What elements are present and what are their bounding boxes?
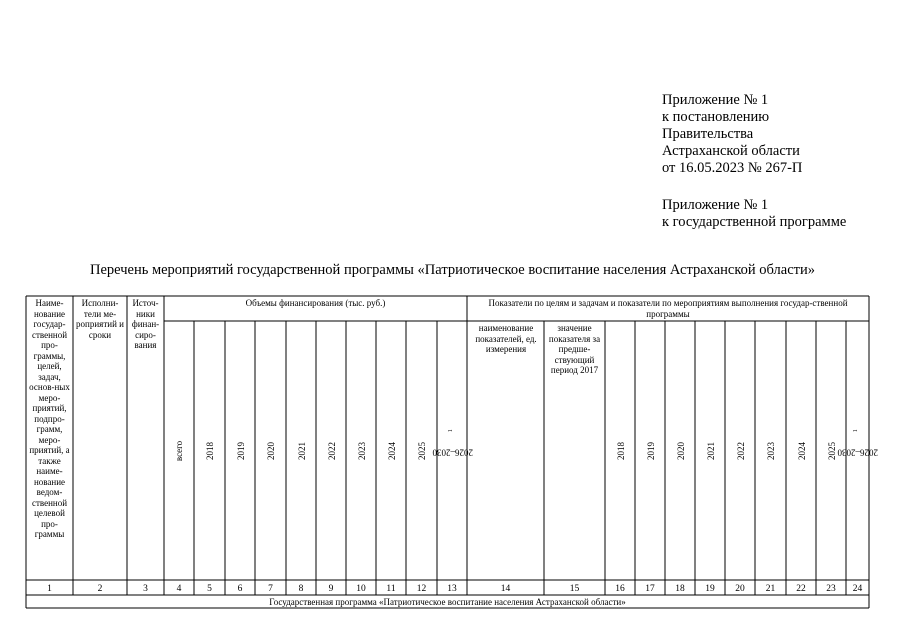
column-number: 21 <box>765 584 776 594</box>
footnote-mark: 1 <box>447 428 454 432</box>
funding-col-year: 2018 <box>205 441 215 460</box>
indicator-col-year: 2024 <box>796 441 807 460</box>
column-number: 3 <box>143 584 148 594</box>
funding-col-year: 2022 <box>326 441 337 460</box>
indicator-col-year: 2025 <box>826 441 837 460</box>
indicator-col-year: 2021 <box>705 441 716 460</box>
appendix-line: Астраханской области <box>662 143 800 159</box>
funding-col-total: всего <box>174 440 185 461</box>
funding-col-year: 2021 <box>296 441 307 460</box>
year-range-label: 2026–2030 <box>837 447 879 457</box>
funding-col-year: 2019 <box>235 441 246 460</box>
column-number: 22 <box>796 584 806 594</box>
document-title: Перечень мероприятий государственной программы «Патриотическое воспитание населения Астраханской области» <box>89 262 816 278</box>
appendix-line: от 16.05.2023 № 267-П <box>662 160 803 176</box>
column-number: 17 <box>645 584 655 594</box>
indicator-col-year <box>837 322 879 579</box>
header-executors: Исполни-тели ме-роприятий и сроки <box>76 298 124 340</box>
column-number: 10 <box>356 584 366 594</box>
column-number: 6 <box>237 584 243 594</box>
footnote-mark: 1 <box>853 428 859 432</box>
appendix-line: Приложение № 1 <box>662 197 769 213</box>
appendix-line: к постановлению <box>662 109 770 125</box>
column-number: 8 <box>298 584 304 594</box>
appendix-block-bottom <box>662 197 846 231</box>
appendix-block-top <box>662 92 802 177</box>
indicator-col-year: 2020 <box>675 441 686 460</box>
column-number: 1 <box>47 584 52 594</box>
indicator-col-year: 2018 <box>615 441 626 460</box>
column-number: 16 <box>615 584 625 594</box>
funding-col-year <box>432 322 473 579</box>
column-number: 2 <box>97 584 103 594</box>
funding-col-year: 2020 <box>266 441 276 460</box>
column-number: 18 <box>675 584 685 594</box>
column-number: 20 <box>735 584 745 594</box>
column-number: 5 <box>207 584 212 594</box>
header-program-name: Наиме-нование государ-ственной про-граммы, целей, задач, основ-ных меро-приятий, подпро-грамм, меро-приятий, а также наиме-нование ведом-ственной целевой про-граммы <box>29 298 70 539</box>
header-funding-volumes: Объемы финансирования (тыс. руб.) <box>245 298 386 308</box>
appendix-line: Правительства <box>662 126 754 142</box>
column-number: 4 <box>176 584 182 594</box>
column-number: 11 <box>386 584 396 594</box>
column-number: 9 <box>328 584 334 594</box>
column-number: 15 <box>569 584 580 594</box>
funding-col-year: 2024 <box>386 441 397 460</box>
indicator-col-year: 2023 <box>766 441 776 460</box>
appendix-line: к государственной программе <box>662 214 847 230</box>
column-number: 7 <box>268 584 273 594</box>
column-number: 14 <box>500 584 511 594</box>
column-number: 12 <box>416 584 427 594</box>
year-range-label: 2026–2030 <box>432 447 473 457</box>
header-funding-sources: Источ-ники финан-сиро-вания <box>131 298 160 350</box>
header-indicator-name: наименование показателей, ед. измерения <box>475 323 537 354</box>
column-number: 24 <box>852 584 863 594</box>
appendix-line: Приложение № 1 <box>662 92 769 108</box>
column-number: 23 <box>826 584 836 594</box>
funding-col-year: 2025 <box>417 441 427 460</box>
header-indicators: Показатели по целям и задачам и показатели по мероприятиям выполнения государ-ственной программы <box>488 298 848 319</box>
indicator-col-year: 2019 <box>645 441 656 460</box>
indicator-col-year: 2022 <box>735 441 746 460</box>
column-number: 13 <box>447 584 457 594</box>
program-row-title: Государственная программа «Патриотическое воспитание населения Астраханской области» <box>269 597 626 607</box>
funding-col-year: 2023 <box>356 441 367 460</box>
header-indicator-prev-value: значение показателя за предше-ствующий период 2017 <box>548 323 601 375</box>
column-number: 19 <box>705 584 715 594</box>
